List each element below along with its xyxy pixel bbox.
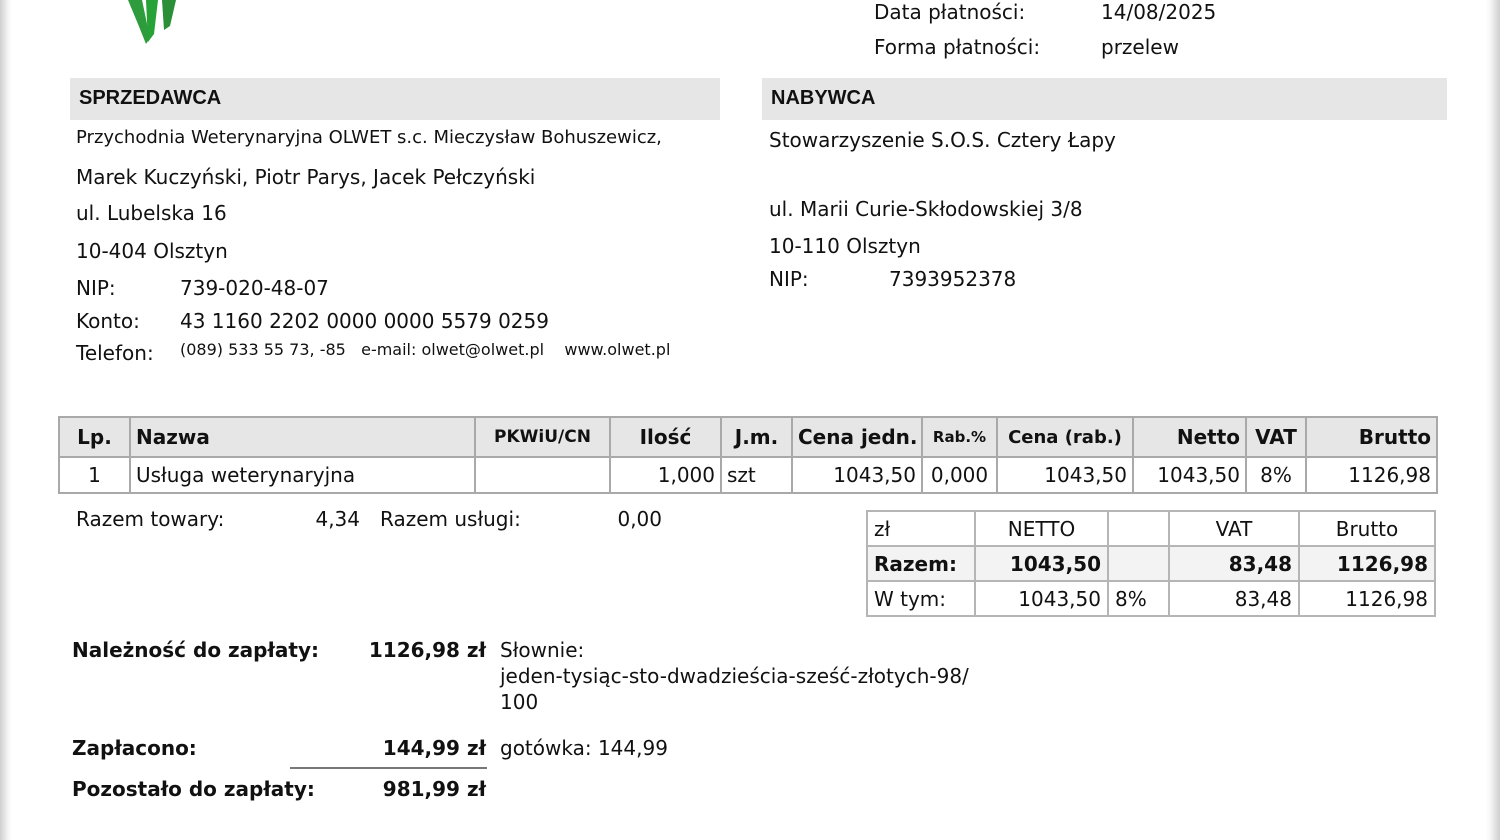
seller-account-label: Konto: [76, 309, 140, 333]
vat-summary-table [866, 510, 1436, 617]
buyer-title: NABYWCA [771, 87, 876, 109]
summary-total-label: Razem: [867, 546, 975, 581]
services-total-label: Razem usługi: [380, 507, 521, 531]
cell-netto: 1043,50 [1133, 457, 1246, 493]
seller-account: 43 1160 2202 0000 0000 5579 0259 [180, 309, 549, 333]
amount-due-label: Należność do zapłaty: [72, 638, 319, 662]
col-vat: VAT [1246, 417, 1306, 457]
items-header-row [59, 417, 1437, 457]
summary-netto-header: NETTO [975, 511, 1108, 546]
page-edge-right [1486, 0, 1500, 840]
col-brutto: Brutto [1306, 417, 1437, 457]
paid-label: Zapłacono: [72, 736, 197, 760]
cell-pkwiu [475, 457, 610, 493]
col-cena-jedn: Cena jedn. [792, 417, 922, 457]
goods-total-label: Razem towary: [76, 507, 225, 531]
col-lp: Lp. [59, 417, 130, 457]
buyer-street: ul. Marii Curie-Skłodowskiej 3/8 [769, 197, 1083, 221]
summary-detail-brutto: 1126,98 [1299, 581, 1435, 616]
paid-value: 144,99 zł [382, 736, 486, 760]
buyer-name: Stowarzyszenie S.O.S. Cztery Łapy [769, 128, 1116, 152]
cell-lp: 1 [59, 457, 130, 493]
payment-form-value: przelew [1101, 35, 1179, 59]
summary-detail-label: W tym: [867, 581, 975, 616]
cell-cena-jedn: 1043,50 [792, 457, 922, 493]
page-edge-left [0, 0, 12, 840]
summary-total-row [867, 546, 1435, 581]
seller-line2: Marek Kuczyński, Piotr Parys, Jacek Pełczyński [76, 165, 536, 189]
seller-header [70, 78, 720, 120]
summary-brutto-header: Brutto [1299, 511, 1435, 546]
items-table [58, 416, 1438, 494]
cell-brutto: 1126,98 [1306, 457, 1437, 493]
summary-detail-rate: 8% [1108, 581, 1169, 616]
seller-line1: Przychodnia Weterynaryjna OLWET s.c. Mieczysław Bohuszewicz, [76, 127, 662, 148]
cell-jm: szt [721, 457, 792, 493]
summary-total-vat: 83,48 [1169, 546, 1299, 581]
amount-due-value: 1126,98 zł [368, 638, 486, 662]
cell-rabat: 0,000 [922, 457, 997, 493]
col-cena-rab: Cena (rab.) [997, 417, 1133, 457]
seller-nip: 739-020-48-07 [180, 276, 329, 300]
seller-phone-label: Telefon: [76, 341, 154, 365]
col-rabat: Rab.% [922, 417, 997, 457]
cell-vat: 8% [1246, 457, 1306, 493]
payment-form-label: Forma płatności: [874, 35, 1041, 59]
buyer-nip-label: NIP: [769, 267, 809, 291]
col-ilosc: Ilość [610, 417, 721, 457]
cell-nazwa: Usługa weterynaryjna [130, 457, 475, 493]
services-total-value: 0,00 [617, 507, 662, 531]
paid-method: gotówka: 144,99 [500, 736, 668, 760]
amount-words-line1: jeden-tysiąc-sto-dwadzieścia-sześć-złotych-98/ [500, 664, 969, 688]
summary-header-row [867, 511, 1435, 546]
olwet-leaf-logo-icon [120, 0, 190, 50]
col-netto: Netto [1133, 417, 1246, 457]
summary-detail-vat: 83,48 [1169, 581, 1299, 616]
seller-street: ul. Lubelska 16 [76, 201, 227, 225]
amount-words-label: Słownie: [500, 638, 585, 662]
summary-currency: zł [867, 511, 975, 546]
buyer-city: 10-110 Olsztyn [769, 234, 921, 258]
col-jm: J.m. [721, 417, 792, 457]
summary-total-netto: 1043,50 [975, 546, 1108, 581]
amount-words-line2: 100 [500, 690, 539, 714]
remaining-value: 981,99 zł [382, 777, 486, 801]
seller-city: 10-404 Olsztyn [76, 239, 228, 263]
buyer-nip: 7393952378 [889, 267, 1017, 291]
remaining-label: Pozostało do zapłaty: [72, 777, 315, 801]
summary-rate-header [1108, 511, 1169, 546]
seller-contact: (089) 533 55 73, -85 e-mail: olwet@olwet.pl www.olwet.pl [180, 340, 671, 359]
summary-total-rate [1108, 546, 1169, 581]
summary-vat-header: VAT [1169, 511, 1299, 546]
summary-total-brutto: 1126,98 [1299, 546, 1435, 581]
summary-detail-row [867, 581, 1435, 616]
payment-date-label: Data płatności: [874, 0, 1026, 24]
col-pkwiu: PKWiU/CN [475, 417, 610, 457]
table-row [59, 457, 1437, 493]
seller-nip-label: NIP: [76, 276, 116, 300]
payment-date-value: 14/08/2025 [1101, 0, 1217, 24]
cell-cena-rab: 1043,50 [997, 457, 1133, 493]
summary-detail-netto: 1043,50 [975, 581, 1108, 616]
buyer-header [762, 78, 1447, 120]
goods-total-value: 4,34 [315, 507, 360, 531]
paid-underline [290, 767, 487, 769]
col-nazwa: Nazwa [130, 417, 475, 457]
cell-ilosc: 1,000 [610, 457, 721, 493]
seller-title: SPRZEDAWCA [79, 87, 222, 109]
